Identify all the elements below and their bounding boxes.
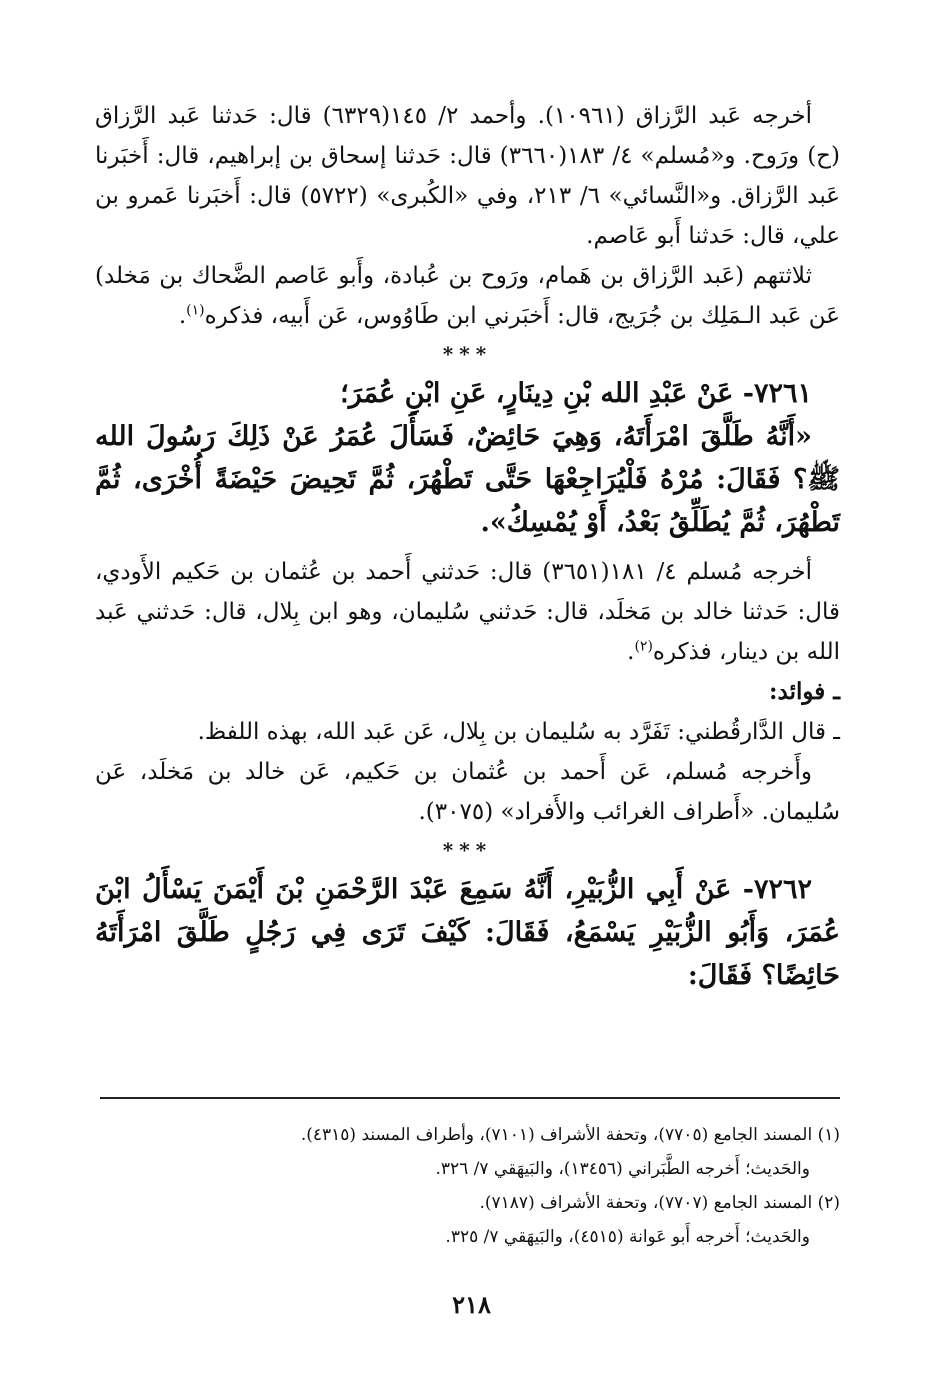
fawaid-note-1: ـ قال الدَّارقُطني: تَفَرَّد به سُليمان بن بِلال، عَن عَبد الله، بهذه اللفظ.	[197, 719, 840, 745]
footnotes	[140, 1118, 840, 1254]
hadith-7262: ٧٢٦٢- عَنْ أَبِي الزُّبَيْرِ، أَنَّهُ سَمِعَ عَبْدَ الرَّحْمَنِ بْنَ أَيْمَنَ يَسْأَلُ ابْنَ عُمَرَ، وَأَبُو الزُّبَيْرِ يَسْمَعُ، فَقَالَ: كَيْفَ تَرَى فِي رَجُلٍ طَلَّقَ امْرَأَتَهُ حَائِضًا؟ فَقَالَ:	[95, 874, 840, 991]
fawaid-note-2: وأَخرجه مُسلم، عَن أَحمد بن عُثمان بن حَكيم، عَن خالد بن مَخلَد، عَن سُليمان. «أَطراف الغرائب والأَفراد» (٣٠٧٥).	[95, 759, 840, 825]
takhrij-paragraph-3-text: أخرجه مُسلم ٤/ ١٨١(٣٦٥١) قال: حَدثني أَحمد بن عُثمان بن حَكيم الأَودي، قال: حَدثنا خالد بن مَخلَد، قال: حَدثني سُليمان، وهو ابن بِلال، قال: حَدثني عَبد الله بن دينار، فذكره	[95, 559, 840, 665]
footnote-ref-1[interactable]: (١)	[186, 302, 205, 319]
footnote-ref-2[interactable]: (٢)	[634, 638, 653, 655]
page-number: ٢١٨	[452, 1290, 491, 1319]
section-separator-1: ***	[442, 342, 493, 366]
takhrij-paragraph-1: أخرجه عَبد الرَّزاق (١٠٩٦١). وأحمد ٢/ ١٤٥(٦٣٢٩) قال: حَدثنا عَبد الرَّزاق (ح) ورَوح. و«مُسلم» ٤/ ١٨٣(٣٦٦٠) قال: حَدثنا إسحاق بن إبراهيم، قال: أَخبَرنا عَبد الرَّزاق. و«النَّسائي» ٦/ ٢١٣، وفي «الكُبرى» (٥٧٢٢) قال: أَخبَرنا عَمرو بن علي، قال: حَدثنا أَبو عَاصم.	[95, 103, 840, 249]
takhrij-paragraph-3: أخرجه مُسلم ٤/ ١٨١(٣٦٥١) قال: حَدثني أَحمد بن عُثمان بن حَكيم الأَودي، قال: حَدثنا خالد بن مَخلَد، قال: حَدثني سُليمان، وهو ابن بِلال، قال: حَدثني عَبد الله بن دينار، فذكره$^{(٢)}$.	[95, 559, 840, 665]
takhrij-paragraph-2: ثلاثتهم (عَبد الرَّزاق بن هَمام، ورَوح بن عُبادة، وأَبو عَاصم الضَّحاك بن مَخلد) عَن عَبد الـمَلِك بن جُرَيج، قال: أَخبَرني ابن طَاوُوس، عَن أَبيه، فذكره$^{(١)}$.	[95, 263, 840, 329]
footnote-1: (١) المسند الجامع (٧٧٠٥)، وتحفة الأشراف (٧١٠١)، وأطراف المسند (٤٣١٥).	[300, 1125, 840, 1145]
footnote-2: (٢) المسند الجامع (٧٧٠٧)، وتحفة الأشراف (٧١٨٧).	[479, 1193, 840, 1213]
fawaid-heading: ـ فوائد:	[769, 678, 840, 705]
takhrij-paragraph-2-text: ثلاثتهم (عَبد الرَّزاق بن هَمام، ورَوح بن عُبادة، وأَبو عَاصم الضَّحاك بن مَخلد) عَن عَبد الـمَلِك بن جُرَيج، قال: أَخبَرني ابن طَاوُوس، عَن أَبيه، فذكره	[95, 263, 840, 329]
hadith-7261-isnad: ٧٢٦١- عَنْ عَبْدِ الله بْنِ دِينَارٍ، عَنِ ابْنِ عُمَرَ؛	[340, 378, 812, 409]
footnote-1-continued: والحَديث؛ أَخرجه الطَّبَراني (١٣٤٥٦)، والبَيهَقي ٧/ ٣٢٦.	[435, 1159, 810, 1179]
footnote-2-continued: والحَديث؛ أَخرجه أَبو عَوانة (٤٥١٥)، والبَيهَقي ٧/ ٣٢٥.	[445, 1227, 810, 1247]
hadith-7261-matn: «أَنَّهُ طَلَّقَ امْرَأَتَهُ، وَهِيَ حَائِضٌ، فَسَأَلَ عُمَرُ عَنْ ذَلِكَ رَسُولَ الله ﷺ؟ فَقَالَ: مُرْهُ فَلْيُرَاجِعْهَا حَتَّى تَطْهُرَ، ثُمَّ تَحِيضَ حَيْضَةً أُخْرَى، ثُمَّ تَطْهُرَ، ثُمَّ يُطَلِّقُ بَعْدُ، أَوْ يُمْسِكُ».	[95, 421, 840, 538]
section-separator-2: ***	[442, 838, 493, 862]
footnote-divider	[100, 1097, 840, 1099]
